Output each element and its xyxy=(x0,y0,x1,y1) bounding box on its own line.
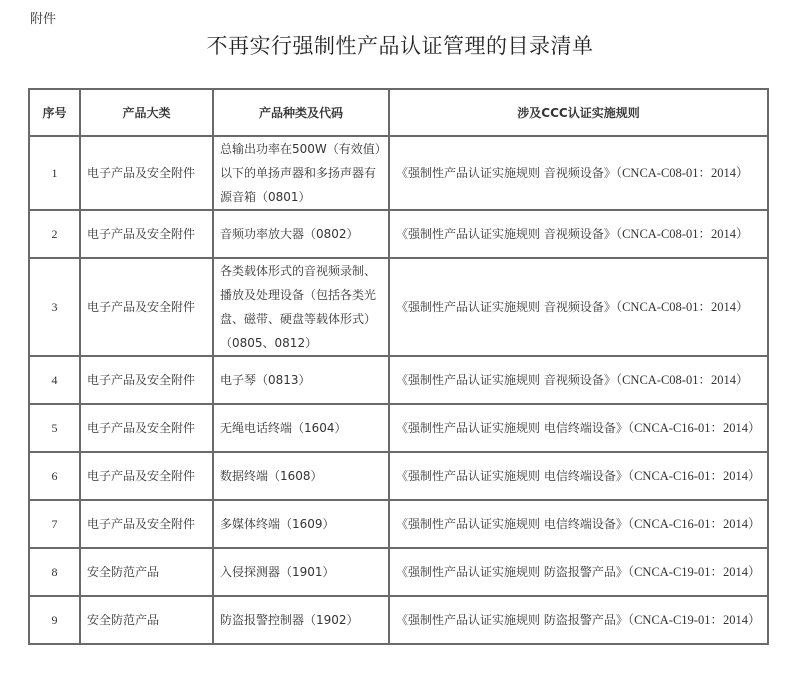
rule-name: 《强制性产品认证实施规则 音视频设备》 xyxy=(396,227,616,241)
rule-code: （CNCA-C08-01：2014） xyxy=(615,373,749,387)
rule-code: （CNCA-C19-01：2014） xyxy=(627,565,761,579)
cell-kind: 各类载体形式的音视频录制、播放及处理设备（包括各类光盘、磁带、硬盘等载体形式）（0805、0812） xyxy=(213,258,389,356)
rule-code: （CNCA-C16-01：2014） xyxy=(627,517,761,531)
table-row xyxy=(29,452,768,500)
cell-no: 8 xyxy=(29,548,80,596)
table-row xyxy=(29,500,768,548)
cell-category: 电子产品及安全附件 xyxy=(80,404,213,452)
rule-code: （CNCA-C19-01：2014） xyxy=(627,613,761,627)
cell-no: 6 xyxy=(29,452,80,500)
table-row xyxy=(29,404,768,452)
cell-category: 电子产品及安全附件 xyxy=(80,500,213,548)
cell-rule xyxy=(389,404,768,452)
cell-category: 电子产品及安全附件 xyxy=(80,136,213,210)
table-row xyxy=(29,258,768,356)
cell-rule xyxy=(389,596,768,644)
rule-name: 《强制性产品认证实施规则 防盗报警产品》 xyxy=(396,613,628,627)
table-row xyxy=(29,356,768,404)
header-category: 产品大类 xyxy=(80,89,213,136)
cell-rule xyxy=(389,356,768,404)
rule-code: （CNCA-C08-01：2014） xyxy=(615,166,749,180)
cell-category: 电子产品及安全附件 xyxy=(80,258,213,356)
rule-name: 《强制性产品认证实施规则 音视频设备》 xyxy=(396,373,616,387)
cell-kind: 电子琴（0813） xyxy=(213,356,389,404)
table-row xyxy=(29,596,768,644)
cell-kind: 总输出功率在500W（有效值）以下的单扬声器和多扬声器有源音箱（0801） xyxy=(213,136,389,210)
cell-no: 1 xyxy=(29,136,80,210)
header-rule: 涉及CCC认证实施规则 xyxy=(389,89,768,136)
header-kind: 产品种类及代码 xyxy=(213,89,389,136)
rule-name: 《强制性产品认证实施规则 电信终端设备》 xyxy=(396,517,628,531)
rule-code: （CNCA-C08-01：2014） xyxy=(615,227,749,241)
rule-name: 《强制性产品认证实施规则 防盗报警产品》 xyxy=(396,565,628,579)
rule-code: （CNCA-C16-01：2014） xyxy=(627,469,761,483)
cell-rule xyxy=(389,452,768,500)
cell-kind: 入侵探测器（1901） xyxy=(213,548,389,596)
cell-category: 电子产品及安全附件 xyxy=(80,210,213,258)
cell-no: 4 xyxy=(29,356,80,404)
cell-category: 电子产品及安全附件 xyxy=(80,452,213,500)
rule-name: 《强制性产品认证实施规则 音视频设备》 xyxy=(396,300,616,314)
header-no: 序号 xyxy=(29,89,80,136)
cell-no: 2 xyxy=(29,210,80,258)
cell-rule xyxy=(389,500,768,548)
cell-no: 5 xyxy=(29,404,80,452)
rule-code: （CNCA-C08-01：2014） xyxy=(615,300,749,314)
cell-kind: 多媒体终端（1609） xyxy=(213,500,389,548)
cell-no: 3 xyxy=(29,258,80,356)
cell-rule xyxy=(389,136,768,210)
attachment-label: 附件 xyxy=(30,12,57,27)
catalog-table xyxy=(28,88,769,645)
cell-rule xyxy=(389,548,768,596)
cell-kind: 防盗报警控制器（1902） xyxy=(213,596,389,644)
cell-rule xyxy=(389,210,768,258)
cell-category: 安全防范产品 xyxy=(80,596,213,644)
table-row xyxy=(29,210,768,258)
cell-kind: 无绳电话终端（1604） xyxy=(213,404,389,452)
table-row xyxy=(29,136,768,210)
rule-name: 《强制性产品认证实施规则 音视频设备》 xyxy=(396,166,616,180)
cell-rule xyxy=(389,258,768,356)
table-header-row xyxy=(29,89,768,136)
cell-category: 电子产品及安全附件 xyxy=(80,356,213,404)
cell-no: 9 xyxy=(29,596,80,644)
cell-category: 安全防范产品 xyxy=(80,548,213,596)
cell-kind: 数据终端（1608） xyxy=(213,452,389,500)
table-row xyxy=(29,548,768,596)
cell-kind: 音频功率放大器（0802） xyxy=(213,210,389,258)
rule-name: 《强制性产品认证实施规则 电信终端设备》 xyxy=(396,421,628,435)
document-title: 不再实行强制性产品认证管理的目录清单 xyxy=(206,34,594,58)
rule-code: （CNCA-C16-01：2014） xyxy=(627,421,761,435)
cell-no: 7 xyxy=(29,500,80,548)
rule-name: 《强制性产品认证实施规则 电信终端设备》 xyxy=(396,469,628,483)
